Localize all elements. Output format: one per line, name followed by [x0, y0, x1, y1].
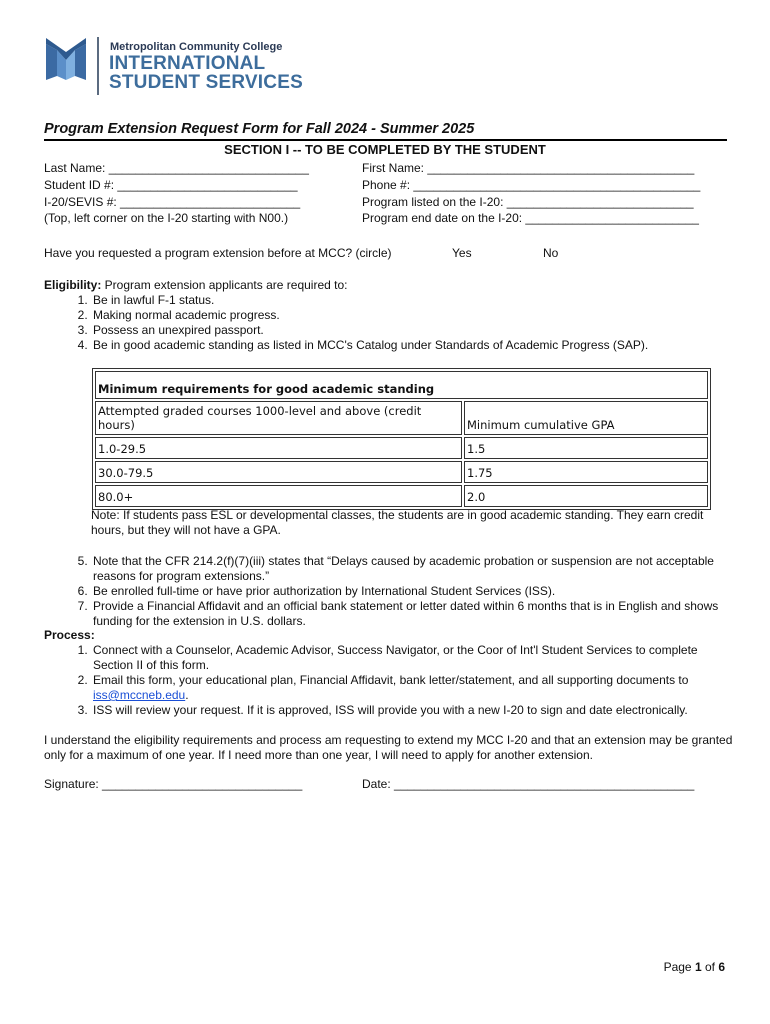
previous-extension-question: Have you requested a program extension before at MCC? (circle)	[44, 246, 392, 260]
eligibility-list-continued	[44, 554, 734, 629]
mcc-logo-icon	[44, 36, 88, 84]
table-caption-row	[95, 371, 708, 399]
table-cell: 1.0-29.5	[95, 437, 462, 459]
process-label: Process:	[44, 628, 95, 642]
list-item: 1. Connect with a Counselor, Academic Advisor, Success Navigator, or the Coor of Int'l Student Services to complete Section II of this form.	[91, 643, 734, 673]
org-name: Metropolitan Community College	[110, 41, 283, 53]
page-total: 6	[718, 960, 725, 974]
section-heading: SECTION I -- TO BE COMPLETED BY THE STUDENT	[224, 142, 546, 157]
process-step-2-end: .	[185, 688, 189, 702]
process-section	[44, 628, 734, 718]
date-field[interactable]: Date: _____________________________________________	[362, 777, 695, 791]
student-id-field[interactable]: Student ID #: ___________________________	[44, 178, 298, 192]
sevis-hint: (Top, left corner on the I-20 starting with N00.)	[44, 211, 289, 225]
list-item: 3. Possess an unexpired passport.	[91, 323, 734, 338]
list-item: 3. ISS will review your request. If it is approved, ISS will provide you with a new I-20 to sign and date electronically.	[91, 703, 734, 718]
signature-field[interactable]: Signature: ______________________________	[44, 777, 303, 791]
eligibility-list	[44, 293, 734, 353]
logo-divider	[97, 37, 99, 95]
table-row	[95, 461, 708, 483]
list-item	[91, 673, 734, 703]
yes-option[interactable]: Yes	[452, 246, 472, 260]
table-caption: Minimum requirements for good academic standing	[95, 371, 708, 399]
eligibility-intro	[44, 278, 734, 293]
column-header-gpa: Minimum cumulative GPA	[464, 401, 708, 435]
list-item: 6. Be enrolled full-time or have prior authorization by International Student Services (ISS).	[91, 584, 734, 599]
eligibility-label: Eligibility:	[44, 278, 102, 292]
table-cell: 2.0	[464, 485, 708, 507]
last-name-field[interactable]: Last Name: ______________________________	[44, 161, 309, 175]
gpa-requirements-table	[92, 368, 711, 510]
program-end-field[interactable]: Program end date on the I-20: __________________________	[362, 211, 699, 225]
page-number	[664, 960, 725, 974]
list-item: 5. Note that the CFR 214.2(f)(7)(iii) states that “Delays caused by academic probation or suspension are not acceptable reasons for program extensions.”	[91, 554, 734, 584]
eligibility-section	[44, 278, 734, 353]
process-step-2-text: Email this form, your educational plan, Financial Affidavit, bank letter/statement, and all supporting documents to	[93, 673, 689, 687]
eligibility-continued	[44, 554, 734, 629]
table-header-row	[95, 401, 708, 435]
page-current: 1	[694, 960, 702, 974]
table-row	[95, 485, 708, 507]
form-title: Program Extension Request Form for Fall 2024 - Summer 2025	[44, 121, 475, 137]
esl-note: Note: If students pass ESL or developmental classes, the students are in good academic standing. They earn credit hours, but they will not have a GPA.	[91, 508, 704, 537]
list-item: 7. Provide a Financial Affidavit and an official bank statement or letter dated within 6 months that is in English and shows funding for the extension in U.S. dollars.	[91, 599, 734, 629]
first-name-field[interactable]: First Name: ________________________________________	[362, 161, 695, 175]
unit-name-line1: INTERNATIONAL	[109, 53, 266, 74]
eligibility-intro-text: Program extension applicants are required to:	[101, 278, 348, 292]
column-header-credit-hours: Attempted graded courses 1000-level and above (credit hours)	[95, 401, 462, 435]
table-cell: 1.5	[464, 437, 708, 459]
title-rule	[44, 139, 727, 141]
table-row	[95, 437, 708, 459]
sevis-field[interactable]: I-20/SEVIS #: ___________________________	[44, 195, 301, 209]
table-cell: 1.75	[464, 461, 708, 483]
table-cell: 30.0-79.5	[95, 461, 462, 483]
table-cell: 80.0+	[95, 485, 462, 507]
phone-field[interactable]: Phone #: ___________________________________________	[362, 178, 701, 192]
process-list	[44, 643, 734, 718]
page-label: Page	[663, 960, 695, 974]
list-item: 1. Be in lawful F-1 status.	[91, 293, 734, 308]
no-option[interactable]: No	[543, 246, 559, 260]
list-item: 4. Be in good academic standing as listed in MCC's Catalog under Standards of Academic Progress (SAP).	[91, 338, 734, 353]
acknowledgement-text: I understand the eligibility requirements and process am requesting to extend my MCC I-20 and that an extension may be granted only for a maximum of one year. If I need more than one year, I will need to apply for another extension.	[44, 733, 733, 762]
program-listed-field[interactable]: Program listed on the I-20: ____________________________	[362, 195, 694, 209]
iss-email-link[interactable]: iss@mccneb.edu	[93, 688, 186, 702]
page-of: of	[701, 960, 719, 974]
unit-name-line2: STUDENT SERVICES	[109, 72, 303, 93]
list-item: 2. Making normal academic progress.	[91, 308, 734, 323]
